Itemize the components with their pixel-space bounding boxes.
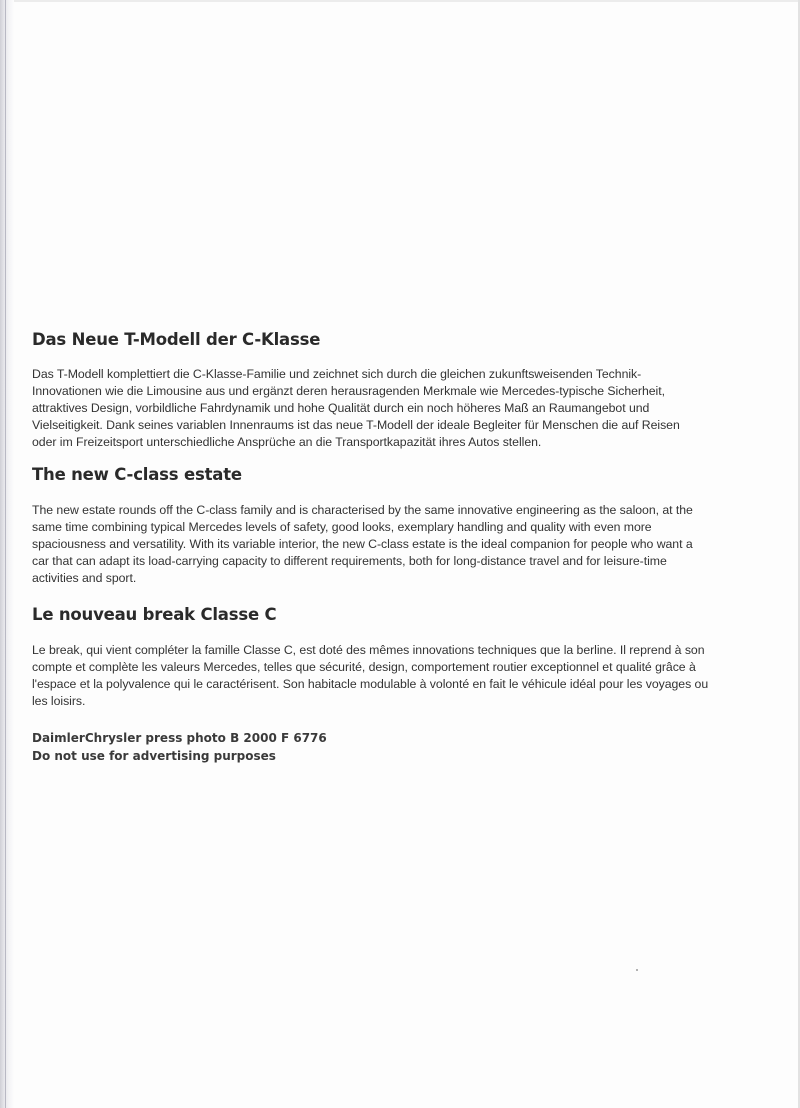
page-binding-line [5,0,6,1108]
section-french [32,605,772,710]
scan-speck [636,969,638,971]
paragraph-line: The new estate rounds off the C-class family and is characterised by the same innovative engineering as the saloon, at the [32,503,693,517]
paragraph-line: Innovationen wie die Limousine aus und ergänzt deren herausragenden Merkmale wie Mercedes-typische Sicherheit, [32,384,665,398]
press-text [32,330,772,765]
page-top-edge [0,0,800,2]
paragraph-line: spaciousness and versatility. With its variable interior, the new C-class estate is the ideal companion for people who want a [32,537,693,551]
credit-line-photo-id: DaimlerChrysler press photo B 2000 F 6776 [32,731,327,745]
paragraph-line: compte et complète les valeurs Mercedes, telles que sécurité, design, comportement routier exceptionnel et qualité grâce à [32,660,696,674]
paragraph-line: Vielseitigkeit. Dank seines variablen Innenraums ist das neue T-Modell der ideale Begleiter für Menschen die auf Reisen [32,418,680,432]
paragraph-line: attraktives Design, vorbildliche Fahrdynamik und hohe Qualität durch ein noch höheres Maß an Raumangebot und [32,401,650,415]
heading-english: The new C-class estate [32,465,242,484]
heading-french: Le nouveau break Classe C [32,605,277,624]
paragraph-line: l'espace et la polyvalence qui le caractérisent. Son habitacle modulable à volonté en fait le véhicule idéal pour les voyages ou [32,677,709,691]
paragraph-line: les loisirs. [32,694,86,708]
photo-credit [32,729,772,765]
paragraph-french [32,642,772,710]
paragraph-german [32,366,772,451]
paragraph-english [32,502,772,587]
paragraph-line: Le break, qui vient compléter la famille Classe C, est doté des mêmes innovations techniques que la berline. Il reprend à son [32,643,705,657]
paragraph-line: oder im Freizeitsport unterschiedliche Ansprüche an die Transportkapazität ihres Autos stellen. [32,435,542,449]
credit-line-usage-notice: Do not use for advertising purposes [32,749,276,763]
paragraph-line: car that can adapt its load-carrying capacity to different requirements, both for long-distance travel and for leisure-time [32,554,667,568]
paragraph-line: activities and sport. [32,571,137,585]
section-german [32,330,772,451]
page-binding-shadow [0,0,14,1108]
heading-german: Das Neue T-Modell der C-Klasse [32,330,321,349]
section-english [32,465,772,587]
paragraph-line: Das T-Modell komplettiert die C-Klasse-Familie und zeichnet sich durch die gleichen zukunftsweisenden Technik- [32,367,642,381]
paragraph-line: same time combining typical Mercedes levels of safety, good looks, exemplary handling and quality with even more [32,520,652,534]
